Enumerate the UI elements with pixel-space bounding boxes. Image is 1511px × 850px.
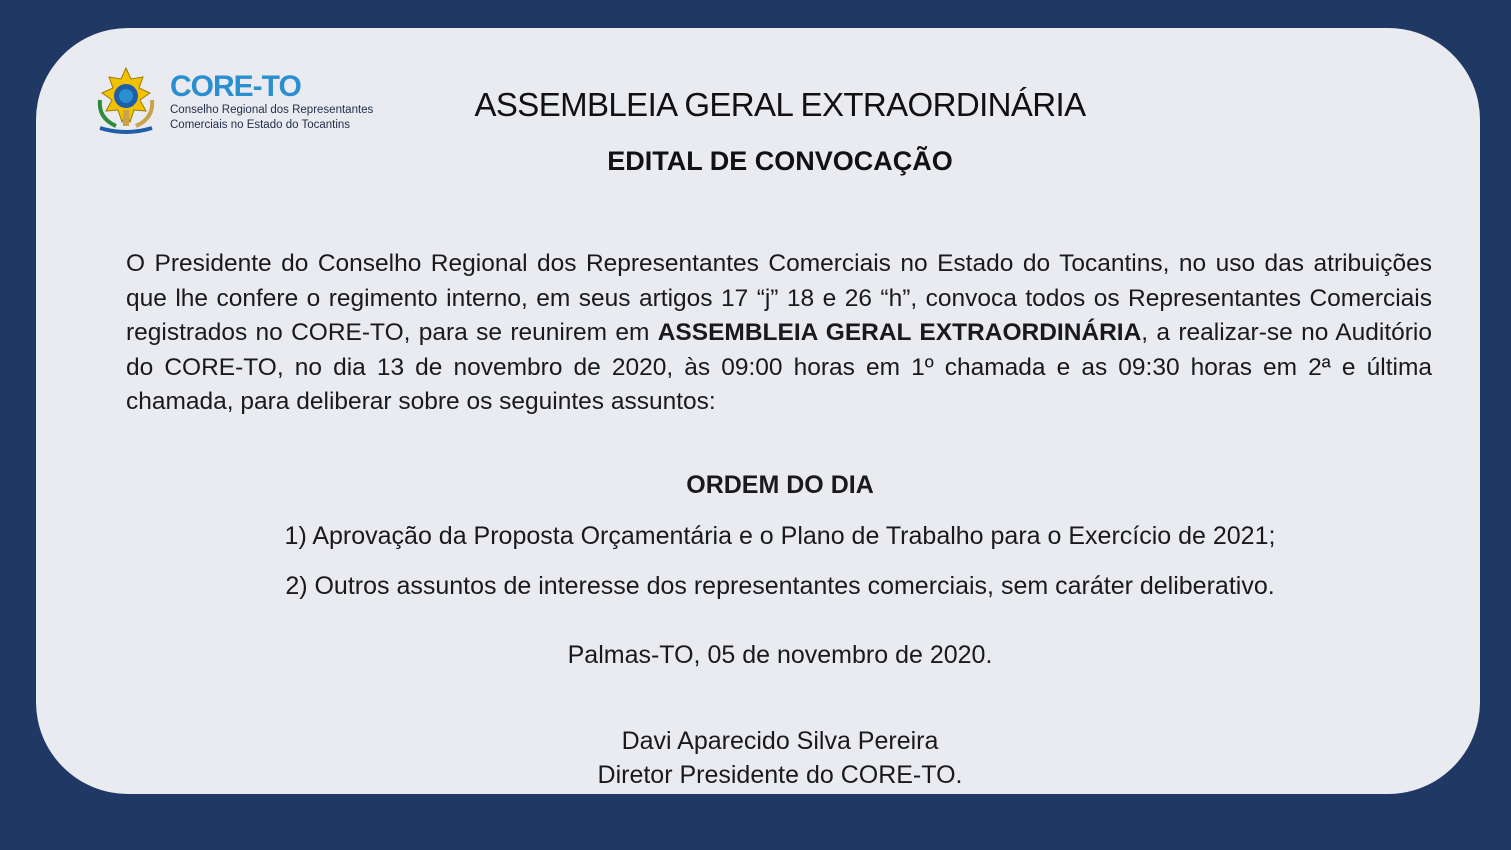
agenda-heading: ORDEM DO DIA xyxy=(686,471,874,499)
paragraph-bold: ASSEMBLEIA GERAL EXTRAORDINÁRIA xyxy=(657,319,1142,346)
paragraph-part1: O Presidente do Conselho Regional dos Representantes Comerciais no Estado do Tocantins, no uso das atribuições que lhe confere o regimento interno, em seus artigos 17 “j” 18 e 26 “h”, convoca todos os Representantes Comerciais registrados no CORE-TO, para se reunirem em xyxy=(126,250,1432,346)
logo-name: CORE-TO xyxy=(170,70,301,103)
place-date: Palmas-TO, 05 de novembro de 2020. xyxy=(567,641,993,669)
signer-name: Davi Aparecido Silva Pereira xyxy=(621,727,939,755)
logo-subtitle-line1: Conselho Regional dos Representantes xyxy=(170,104,374,116)
convocation-paragraph xyxy=(126,247,1432,420)
document-card xyxy=(36,28,1480,794)
page-title: ASSEMBLEIA GERAL EXTRAORDINÁRIA xyxy=(474,86,1086,123)
logo-subtitle-line2: Comerciais no Estado do Tocantins xyxy=(170,119,351,131)
signer-role: Diretor Presidente do CORE-TO. xyxy=(597,761,963,789)
paragraph-part2: , a realizar-se no Auditório do CORE-TO, no dia 13 de novembro de 2020, às 09:00 horas em 1º chamada e as 09:30 horas em 2ª e última chamada, para deliberar sobre os seguintes assuntos: xyxy=(126,319,1432,415)
agenda-item-1: 1) Aprovação da Proposta Orçamentária e o Plano de Trabalho para o Exercício de 2021; xyxy=(284,522,1276,550)
agenda-item-2: 2) Outros assuntos de interesse dos representantes comerciais, sem caráter deliberativo. xyxy=(285,572,1275,600)
page-subtitle: EDITAL DE CONVOCAÇÃO xyxy=(607,146,953,176)
